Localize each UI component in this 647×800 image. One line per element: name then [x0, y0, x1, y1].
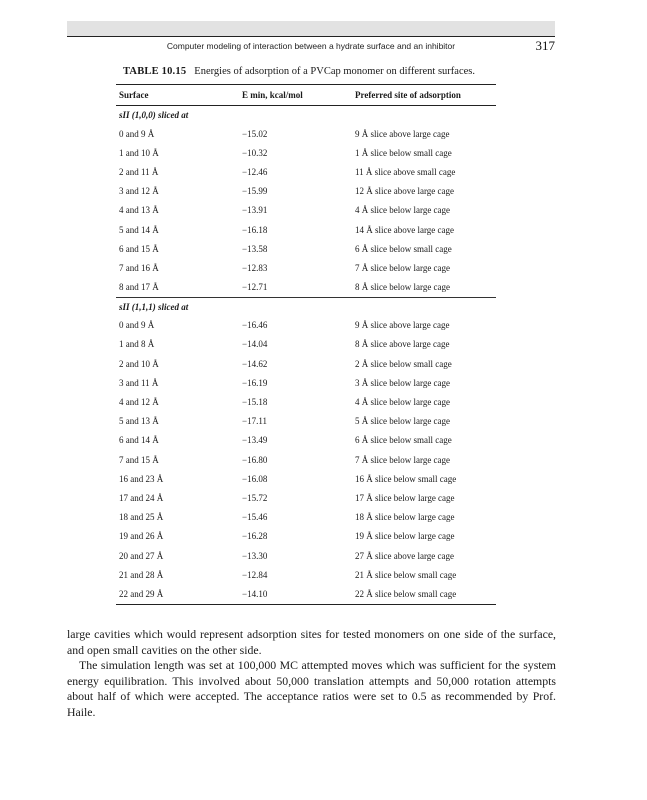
cell-surface: 8 and 17 Å: [116, 278, 239, 298]
cell-site: 4 Å slice below large cage: [355, 205, 451, 216]
cell-surface: 6 and 15 Å: [119, 243, 159, 254]
table-row: [116, 412, 496, 431]
table-body: [116, 106, 496, 605]
table-row: [116, 469, 496, 488]
top-gray-bar: [67, 21, 555, 36]
table-row: [116, 565, 496, 584]
cell-site: 27 Å slice above large cage: [355, 550, 455, 561]
cell-surface: 1 and 8 Å: [119, 339, 155, 350]
cell-surface: 3 and 12 Å: [119, 186, 159, 197]
table-row: [116, 488, 496, 507]
table-caption-text: Energies of adsorption of a PVCap monomer on different surfaces.: [194, 66, 475, 77]
cell-surface: 5 and 13 Å: [119, 416, 159, 427]
cell-site: 6 Å slice below small cage: [355, 435, 452, 446]
table-row: [116, 546, 496, 565]
cell-site: 8 Å slice above large cage: [355, 339, 450, 350]
cell-emin: −13.30: [242, 550, 268, 561]
cell-site: 7 Å slice below large cage: [355, 454, 451, 465]
cell-emin: −12.46: [242, 166, 268, 177]
table-row: [116, 354, 496, 373]
table-row: [116, 527, 496, 546]
table-row: [116, 220, 496, 239]
body-text: [67, 627, 556, 720]
cell-site: 3 Å slice below large cage: [355, 377, 451, 388]
section-title: sII (1,1,1) sliced at: [119, 301, 189, 312]
table-row: [116, 143, 496, 162]
table-row: [116, 392, 496, 411]
cell-site: 9 Å slice above large cage: [355, 128, 450, 139]
cell-surface: 4 and 12 Å: [119, 397, 159, 408]
cell-surface: 20 and 27 Å: [119, 550, 164, 561]
column-header-site: Preferred site of adsorption: [352, 85, 496, 106]
cell-site: 9 Å slice above large cage: [355, 320, 450, 331]
cell-site: 14 Å slice above large cage: [355, 224, 455, 235]
cell-emin: −10.32: [242, 147, 268, 158]
cell-surface: 2 and 10 Å: [119, 358, 159, 369]
cell-surface: 2 and 11 Å: [119, 166, 159, 177]
cell-emin: −15.99: [242, 186, 268, 197]
cell-site: 2 Å slice below small cage: [355, 358, 452, 369]
cell-emin: −12.71: [239, 278, 352, 298]
cell-surface: 0 and 9 Å: [119, 128, 155, 139]
adsorption-energy-table: [116, 84, 496, 605]
table-row: [116, 258, 496, 277]
cell-site: 5 Å slice below large cage: [355, 416, 451, 427]
table-row: [116, 373, 496, 392]
cell-emin: −17.11: [242, 416, 267, 427]
cell-site: 16 Å slice below small cage: [355, 473, 457, 484]
cell-surface: 16 and 23 Å: [119, 473, 164, 484]
table-row: [116, 162, 496, 181]
table-row: [116, 182, 496, 201]
cell-emin: −13.58: [242, 243, 268, 254]
page-header: [67, 36, 555, 56]
cell-surface: 3 and 11 Å: [119, 377, 159, 388]
cell-surface: 5 and 14 Å: [119, 224, 159, 235]
cell-surface: 1 and 10 Å: [119, 147, 159, 158]
cell-emin: −15.46: [242, 512, 268, 523]
cell-emin: −14.62: [242, 358, 268, 369]
cell-emin: −15.02: [242, 128, 268, 139]
cell-surface: 7 and 16 Å: [119, 262, 159, 273]
table-header-row: [116, 85, 496, 106]
column-header-surface: Surface: [116, 85, 239, 106]
table-row: [116, 124, 496, 143]
cell-emin: −15.72: [242, 492, 268, 503]
table-row: [116, 316, 496, 335]
cell-emin: −16.28: [242, 531, 268, 542]
table-label: TABLE 10.15: [123, 66, 187, 77]
table-row: [116, 239, 496, 258]
table-section-row: [116, 106, 496, 125]
cell-site: 6 Å slice below small cage: [355, 243, 452, 254]
cell-surface: 22 and 29 Å: [116, 584, 239, 604]
cell-emin: −12.84: [242, 569, 268, 580]
table-row: [116, 431, 496, 450]
cell-site: 18 Å slice below large cage: [355, 512, 455, 523]
page-number: 317: [535, 38, 555, 53]
table-row: [116, 584, 496, 604]
cell-surface: 6 and 14 Å: [119, 435, 159, 446]
cell-emin: −13.91: [242, 205, 268, 216]
running-title: Computer modeling of interaction between a hydrate surface and an inhibitor: [166, 41, 456, 51]
cell-site: 17 Å slice below large cage: [355, 492, 455, 503]
cell-site: 7 Å slice below large cage: [355, 262, 451, 273]
cell-surface: 4 and 13 Å: [119, 205, 159, 216]
table-row: [116, 450, 496, 469]
cell-emin: −16.19: [242, 377, 268, 388]
table-row: [116, 278, 496, 298]
cell-emin: −16.80: [242, 454, 268, 465]
cell-emin: −16.18: [242, 224, 268, 235]
cell-site: 8 Å slice below large cage: [352, 278, 496, 298]
table-section-row: [116, 297, 496, 316]
cell-surface: 21 and 28 Å: [119, 569, 164, 580]
cell-surface: 17 and 24 Å: [119, 492, 164, 503]
table-row: [116, 201, 496, 220]
cell-site: 21 Å slice below small cage: [355, 569, 457, 580]
cell-surface: 7 and 15 Å: [119, 454, 159, 465]
cell-site: 4 Å slice below large cage: [355, 397, 451, 408]
cell-emin: −12.83: [242, 262, 268, 273]
cell-emin: −16.46: [242, 320, 268, 331]
table-caption: [123, 66, 475, 77]
cell-emin: −16.08: [242, 473, 268, 484]
table-row: [116, 508, 496, 527]
cell-emin: −13.49: [242, 435, 268, 446]
cell-site: 1 Å slice below small cage: [355, 147, 452, 158]
cell-emin: −14.10: [239, 584, 352, 604]
cell-surface: 0 and 9 Å: [119, 320, 155, 331]
table-row: [116, 335, 496, 354]
cell-site: 12 Å slice above large cage: [355, 186, 455, 197]
cell-site: 22 Å slice below small cage: [352, 584, 496, 604]
cell-emin: −14.04: [242, 339, 268, 350]
cell-surface: 19 and 26 Å: [119, 531, 164, 542]
cell-surface: 18 and 25 Å: [119, 512, 164, 523]
cell-emin: −15.18: [242, 397, 268, 408]
paragraph-2: The simulation length was set at 100,000 MC attempted moves which was sufficient for the system energy equilibration. This involved about 50,000 translation attempts and 50,000 rotation attempts about half of which were accepted. The acceptance ratios were set to 0.5 as recommended by Prof. Haile.: [67, 658, 556, 719]
column-header-emin: E min, kcal/mol: [239, 85, 352, 106]
paragraph-1: large cavities which would represent adsorption sites for tested monomers on one side of the surface, and open small cavities on the other side.: [67, 627, 556, 657]
cell-site: 11 Å slice above small cage: [355, 166, 456, 177]
section-title: sII (1,0,0) sliced at: [119, 110, 189, 120]
cell-site: 19 Å slice below large cage: [355, 531, 455, 542]
